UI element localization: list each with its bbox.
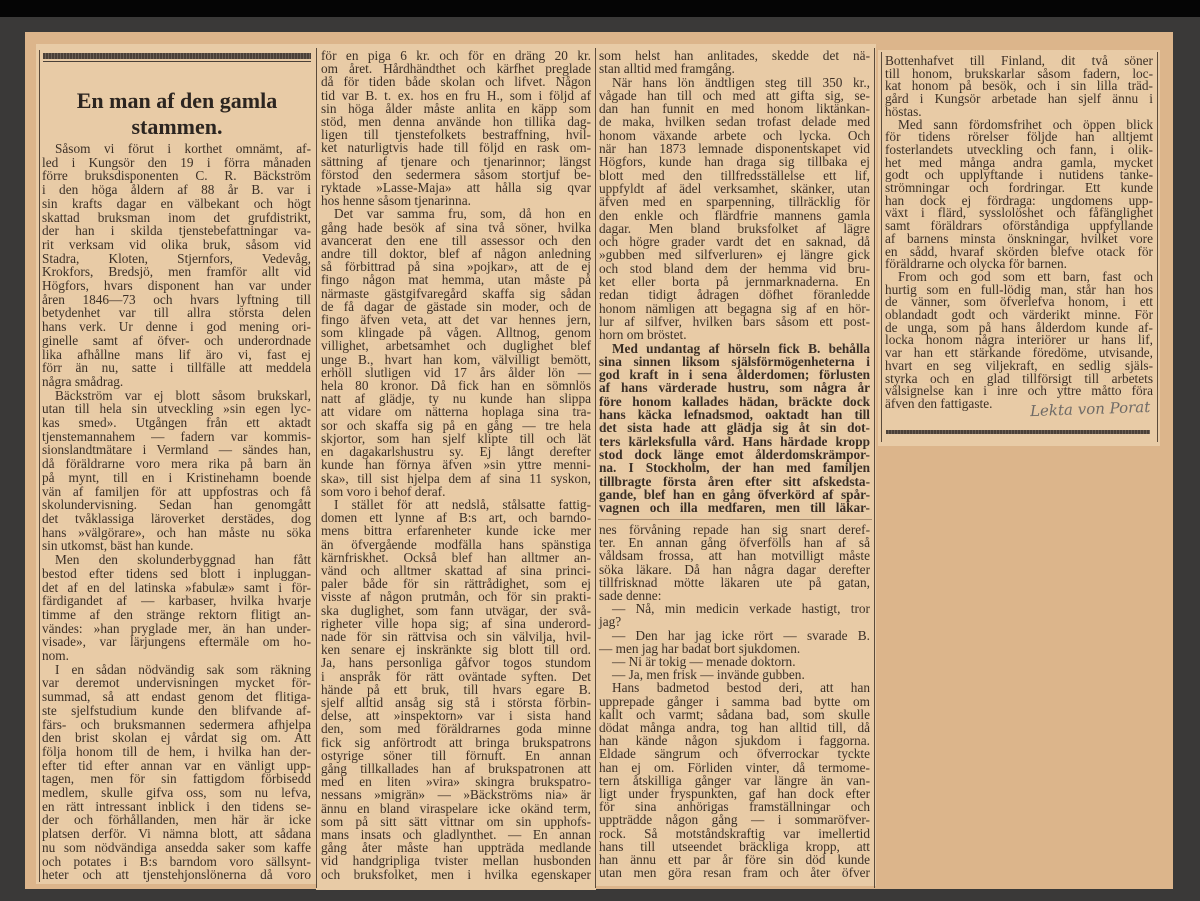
text-line: hos henne såsom tjenarinna.	[321, 193, 471, 209]
text-line: kunde han förnya äfven »sin yttre menni-	[321, 457, 591, 473]
text-line: locka honom några interiörer ur hans lif,	[885, 332, 1153, 348]
text-line: de unga, som på hans ålderdom kunde af-	[885, 319, 1153, 335]
text-line: fosterlandets utveckling och fann, i olik-	[885, 141, 1153, 157]
text-line: nade för sin rättvisa och sin välvilja, hvil-	[321, 628, 591, 644]
paragraph	[42, 389, 311, 553]
text-line: visade», var lärjungens eftermäle om ho-	[42, 634, 311, 650]
paragraph	[42, 553, 311, 663]
text-line: våldsam frossa, att han motvilligt måste	[599, 548, 870, 564]
text-line: blott med den tillfredsställelse ett lif,	[599, 167, 870, 183]
text-line: af barnens minsta önskningar, hvilket vore	[885, 230, 1153, 246]
text-line: söka läkare. Då han några dagar derefter	[599, 561, 870, 577]
text-line: och högre grader vardt det en saknad, då	[599, 234, 870, 250]
article-column-4	[885, 55, 1153, 411]
text-line: hans till utseendet bräckliga kropp, att	[599, 838, 870, 854]
column-rule	[595, 48, 596, 888]
text-line: hans käcka lefnadsmod, oaktadt han till	[599, 407, 870, 423]
article-column-1	[42, 142, 311, 882]
text-line: för sina anhörigas framställningar och	[599, 799, 870, 815]
text-line: ter. En annan gång öfverfölls han af så	[599, 535, 870, 551]
text-line: honom växande arbete och lycka. Och	[599, 127, 870, 143]
text-line: uppfyldt af ädel verksamhet, skänker, utan	[599, 180, 870, 196]
text-line: — Ja, men frisk — invände gubben.	[612, 667, 805, 683]
text-line: ginelle samt af öfver- och underordnade	[42, 332, 311, 348]
text-line: der han i skilda tjenstebefattningar va-	[42, 223, 311, 239]
text-line: vagnen och illa medfaren, men till läkar-	[599, 500, 870, 516]
text-line: de maka, hvilken sedan trofast delade med	[599, 114, 870, 130]
text-line: hurtig som en full-lödig man, står han hos	[885, 281, 1153, 297]
text-line: var han ett stärkande föredöme, utvisande,	[885, 345, 1153, 361]
text-line: vänd och alltmer skattad af sina princi-	[321, 562, 591, 578]
text-line: sor och skaffa sig på en gång — tre hela	[321, 417, 591, 433]
text-line: på mynt, till en i Kristinehamn boende	[42, 469, 311, 485]
text-line: From och god som ett barn, fast och	[898, 268, 1153, 284]
paragraph	[599, 602, 870, 628]
text-line: samt föräldrars oförståndiga uppfyllande	[885, 218, 1153, 234]
text-line: Med sann fördomsfrihet och öppen blick	[898, 116, 1153, 132]
text-line: delse, att »inspektorn» var i sista hand	[321, 708, 591, 724]
text-line: upprepade gånger i samma bad bytte om	[599, 693, 870, 709]
text-line: gande, blef han en gång öfverkörd af spår-	[599, 486, 870, 502]
text-line: då föräldrarne voro mera rika på barn än	[42, 456, 311, 472]
text-line: lika afhållne mans lif äro vi, fast ej	[42, 346, 311, 362]
handwritten-signature: Lekta von Porat	[1029, 397, 1151, 421]
text-line: växt i flärd, sysslolöshet och fåfänglighet	[885, 205, 1153, 221]
text-line: det tvåklassiga läroverket derstädes, dog	[42, 510, 311, 526]
text-line: I stället för att nedslå, stålsatte fattig-	[334, 496, 591, 512]
text-line: platsen derför. Vi nämna blott, att sådana	[42, 826, 311, 842]
text-line: vän af familjen för att uppfostras och få	[42, 483, 311, 499]
text-line: fingo någon mat hemma, utan måste på	[321, 272, 591, 288]
text-line: stod dock länge emot ålderdomskrämpor-	[599, 446, 870, 462]
text-line: natt af glädje, ty nu kunde han slippa	[321, 391, 591, 407]
text-line: följa honom till de hem, i hvilka han der-	[42, 743, 311, 759]
text-line: vändes: »han pryglade mer, än han under-	[42, 620, 311, 636]
text-line: horn om bröstet.	[599, 327, 687, 343]
text-line: var deremot undervisningen mycket för-	[42, 675, 311, 691]
text-line: tagen, men för sin fattigdom förbisedd	[42, 771, 311, 787]
text-line: kärnfriskhet. Också blef han alltmer an-	[321, 549, 591, 565]
text-line: »gubben med silfverluren» ej längre gick	[599, 247, 870, 263]
text-line: — Den har jag icke rört — svarade B.	[612, 627, 870, 643]
text-line: betydenhet var till allra största delen	[42, 305, 311, 321]
text-line: utan till hela sin utveckling »sin egen lyc-	[42, 401, 311, 417]
text-line: hans »välgörare», och han måste nu söka	[42, 524, 311, 540]
text-line: om året. Hårdhändthet och kärfhet preglade	[321, 61, 591, 77]
text-line: Stadra, Kloten, Stjernfors, Vedevåg,	[42, 250, 311, 266]
text-line: för tidens rörelser följde han alltjemt	[885, 129, 1153, 145]
text-line: nessans »migrän» — »Bäckströms nia» är	[321, 787, 591, 803]
text-line: han ej om. Förliden vinter, då termome-	[599, 759, 870, 775]
paragraph	[599, 342, 870, 515]
text-line: erhöll slutligen vid 17 års ålder lön —	[321, 364, 591, 380]
text-line: villighet, arbetsamhet och duglighet blef	[321, 338, 591, 354]
text-line: unge B., hvart han kom, välvilligt bemött,	[321, 351, 591, 367]
text-line: som helst han anlitades, skedde det nä-	[599, 48, 870, 63]
column-rule	[316, 48, 317, 888]
header-rule-thin	[43, 61, 311, 62]
text-line: ket eller borta på jernmarknaderna. En	[599, 274, 870, 290]
text-line: bestod efter tidens sed blott i inpluggan-	[42, 565, 311, 581]
text-line: skattad bruksman inom det grufdistrikt,	[42, 209, 311, 225]
text-line: gång hade besök af sina två söner, hvilka	[321, 219, 591, 235]
text-line: skolundervisning. Sedan han genomgått	[42, 497, 311, 513]
text-line: När hans lön ändtligen steg till 350 kr.,	[612, 74, 870, 90]
text-line: hände på ett bruk, till hvars egare B.	[321, 681, 591, 697]
paragraph	[885, 268, 1153, 411]
text-line: ste sjelfstudium kunde den blifvande af-	[42, 702, 311, 718]
scan-top-edge	[0, 0, 1200, 17]
text-line: dan han funnit en med honom liktänkan-	[599, 101, 870, 117]
text-line: de vänner, som öfverlefva honom, i ett	[885, 294, 1153, 310]
column-rule	[881, 52, 882, 442]
text-line: och stod bland dem der hemma vid bru-	[599, 260, 870, 276]
text-line: Bäckström var ej blott såsom brukskarl,	[55, 387, 311, 403]
text-line: tillbragte första åren efter sitt afskedsta-	[599, 473, 870, 489]
text-line: paler både för sin rättrådighet, som ej	[321, 576, 591, 592]
text-line: tillfrisknad mötte läkaren ute på gatan,	[599, 574, 870, 590]
paragraph	[321, 498, 591, 881]
text-line: — Ni är tokig — menade doktorn.	[612, 654, 796, 670]
paragraph	[885, 55, 1153, 119]
text-line: vågade han till och med att gifta sig, se-	[599, 87, 870, 103]
article-title	[42, 88, 312, 140]
column-rule	[874, 48, 875, 888]
text-line: äfven med en sparpenning, tillräcklig för	[599, 194, 870, 210]
text-line: Med undantag af hörseln fick B. behålla	[612, 340, 870, 356]
text-line: visste af någon prutmån, och för sin prakti-	[321, 589, 591, 605]
text-line: rit verksam vid olika bruk, såsom vid	[42, 236, 311, 252]
text-line: medlem, skulle gifva oss, som nu lefva,	[42, 785, 311, 801]
text-line: Hans badmetod bestod deri, att han	[612, 680, 870, 696]
text-line: timme af den stränge rektorn flitigt an-	[42, 606, 311, 622]
text-line: styrka och en glad tillförsigt till arbetets	[885, 370, 1153, 386]
paragraph	[599, 523, 870, 602]
text-line: jag?	[599, 614, 622, 630]
text-line: tid var B. t. ex. hos en fru H., som i följd af	[321, 87, 591, 103]
text-line: som voro i behof deraf.	[321, 483, 446, 499]
text-line: led i Kungsör den 19 i förra månaden	[42, 154, 311, 170]
text-line: righeter ville hopa sig; af sina underord-	[321, 615, 591, 631]
text-line: nu som nödvändiga ansedda saker som kaffe	[42, 839, 311, 855]
text-line: god kraft in i sena ålderdomen; förlusten	[599, 367, 870, 383]
text-line: till honom, brukskarlar såsom fadern, loc-	[885, 65, 1153, 81]
text-line: sjelf alltid ansåg sig stå i största förbin-	[321, 694, 591, 710]
text-line: strömningar och fordringar. Ett kunde	[885, 180, 1153, 196]
text-line: kat honom på besök, och i sin lilla träd-	[885, 78, 1153, 94]
text-line: att vidare om nätterna hoplaga sina tra-	[321, 404, 591, 420]
text-line: hela 80 kronor. Då fick han en sömnlös	[321, 378, 591, 394]
paragraph	[42, 142, 311, 389]
text-line: än öfvergående modfälla hans spänstiga	[321, 536, 591, 552]
paragraph	[321, 207, 591, 497]
text-line: skjortor, som han sjelf klipte till och lät	[321, 430, 591, 446]
text-line: Krokfors, Bredsjö, men framför allt vid	[42, 264, 311, 280]
text-line: tjenstemannahem — fadern var kommis-	[42, 428, 311, 444]
text-line: en rätt intressant inblick i den tidens se-	[42, 798, 311, 814]
text-line: som klingade på vågen. Alltnog, genom	[321, 325, 591, 341]
text-line: fingo äfven veta, att det var hennes jern,	[321, 312, 591, 328]
text-line: kallt och varmt; sådana bad, som skulle	[599, 706, 870, 722]
header-rule	[43, 53, 311, 59]
text-line: han ännu ett par år före sin död kunde	[599, 852, 870, 868]
text-line: åren 1846—73 och hvars lyftning till	[42, 291, 311, 307]
text-line: välsignelse kan i inre och yttre måtto föra	[885, 383, 1153, 399]
text-line: I en sådan nödvändig sak som räkning	[55, 661, 311, 677]
title-line: stammen.	[131, 114, 223, 139]
text-line: ligen till tjenstefolkets bestraffning, hvil-	[321, 127, 591, 143]
text-line: redan tidigt ådragen döfhet föranledde	[599, 287, 870, 303]
text-line: färs- och bruksmannen sedermera afhjelpa	[42, 716, 311, 732]
text-line: sin höga ålder måste anlita en käpp som	[321, 100, 591, 116]
text-line: förr än nu, satte i tillfälle att meddela	[42, 360, 311, 376]
text-line: — men jag har badat bort sjukdomen.	[599, 640, 801, 656]
text-line: då för tiden både skolan och lifvet. Någon	[321, 74, 591, 90]
text-line: föräldrarne och olycka för barnen.	[885, 256, 1068, 272]
text-line: och potates i B:s barndom voro sällsynt-	[42, 853, 311, 869]
text-line: het med många andra gamla, mycket	[885, 154, 1153, 170]
text-line: nom.	[42, 648, 69, 664]
text-line: närmaste gästgifvaregård skaffa sig sådan	[321, 285, 591, 301]
text-line: den brist skolan ej vårdat sig om. Att	[42, 730, 311, 746]
text-line: äfven den fattigaste.	[885, 395, 993, 411]
text-line: mans insats och gladlynthet. — En annan	[321, 826, 591, 842]
text-line: stan alltid med framgång.	[599, 61, 735, 77]
text-line: — Nå, min medicin verkade hastigt, tror	[612, 601, 870, 617]
column-rule	[39, 50, 40, 882]
article-column-3-upper	[599, 49, 870, 514]
text-line: mens bittra erfarenheter kunde icke mer	[321, 523, 591, 539]
footer-rule	[886, 430, 1150, 434]
text-line: gång tillkallades han af brukspatronen att	[321, 760, 591, 776]
paragraph	[599, 76, 870, 342]
text-line: andre till doktor, blef af någon anledning	[321, 246, 591, 262]
text-line: ket naturligtvis hade till följd en rask om-	[321, 140, 591, 156]
text-line: summad, så att endast genom det flitiga-	[42, 689, 311, 705]
text-line: na. I Stockholm, der han med familjen	[599, 460, 870, 476]
text-line: i anspråk för rätt oväntade syften. Det	[321, 668, 591, 684]
text-line: dödat många andra, tog han alltid till, då	[599, 720, 870, 736]
text-line: domen ett lynne af B:s art, och barndo-	[321, 510, 591, 526]
text-line: Högfors, kunde han draga sig tillbaka ej	[599, 154, 870, 170]
paragraph	[599, 49, 870, 76]
text-line: fick sig anförtrodt att bringa brukspatrons	[321, 734, 591, 750]
text-line: som på sitt sätt vittnar om sin upphofs-	[321, 813, 591, 829]
text-line: i den höga åldern af 88 år B. var i	[42, 182, 311, 198]
text-line: så förbittrad på sina »pojkar», att de ej	[321, 259, 591, 275]
paragraph	[321, 49, 591, 207]
text-line: heter och att tjenstehjonslönerna då voro	[42, 867, 311, 883]
paragraph	[599, 681, 870, 879]
text-line: han kände någon sjukdom i faggorna.	[599, 733, 870, 749]
text-line: sionslandtmätare i Vermland — sändes han,	[42, 442, 311, 458]
text-line: och bruksfolket, men i hvilka egenskaper	[321, 866, 591, 882]
text-line: förstod den sedermera såsom stortjuf be-	[321, 166, 591, 182]
text-line: vid handgripliga tvister mellan husbonden	[321, 853, 591, 869]
text-line: en sådd, hvaraf skörden blefve otack för	[885, 243, 1153, 259]
text-line: Högfors, hvars disponent han var under	[42, 278, 311, 294]
text-line: utan men göra resan fram och åter öfver	[599, 865, 870, 881]
text-line: ters kärleksfulla vård. Hans härdade kropp	[599, 433, 870, 449]
text-line: sin krafts dagar en välbekant och högt	[42, 195, 311, 211]
text-line: Eldade sängrum och öfverrockar tyckte	[599, 746, 870, 762]
text-line: Ja, hans personliga gåfvor togos stundom	[321, 655, 591, 671]
text-line: honom nämligen att begagna sig af en hör-	[599, 300, 870, 316]
text-line: de få dagar de gästade sin moder, och de	[321, 298, 591, 314]
text-line: efter tid efter annan var en vänligt upp-	[42, 757, 311, 773]
text-line: gång åter måste han uppträda medlande	[321, 840, 591, 856]
paragraph	[885, 116, 1153, 272]
text-line: Men den skolunderbyggnad han fått	[55, 552, 311, 568]
text-line: ännu en bland viraspelare icke okänd term,	[321, 800, 591, 816]
paragraph	[42, 663, 311, 882]
text-line: den, som med föräldrarnes goda minne	[321, 721, 591, 737]
text-line: kas smed». Utgången från ett aktadt	[42, 415, 311, 431]
text-line: höstas.	[885, 103, 922, 119]
text-line: sade denne:	[599, 588, 662, 604]
text-line: gård i Kungsör arbetade han sjelf ännu i	[885, 91, 1153, 107]
text-line: det sista hade att glädja sig åt sin dot-	[599, 420, 870, 436]
text-line: ken senare ej inskränkte sig blott till ord.	[321, 642, 591, 658]
text-line: några smådrag.	[42, 373, 124, 389]
text-line: ligt under fryspunkten, gaf han dock efter	[599, 786, 870, 802]
article-column-3-lower	[599, 523, 870, 879]
text-line: ostyrige söner till förnuft. En annan	[321, 747, 591, 763]
text-line: lur af silfver, hvilken bars såsom ett post-	[599, 313, 870, 329]
column-3-break-rule	[598, 519, 872, 520]
article-column-2	[321, 49, 591, 881]
text-line: godt och upplyftande i nutidens tanke-	[885, 167, 1153, 183]
text-line: den enkle och flärdfrie mannens gamla	[599, 207, 870, 223]
text-line: sina sinnen liksom själsförmögenheterna i	[599, 353, 870, 369]
text-line: nes förvåning repade han sig snart deref-	[599, 522, 870, 537]
text-line: Såsom vi förut i korthet omnämt, af-	[55, 141, 311, 156]
text-line: en dagakarlshustru sy. Ej långt derefter	[321, 444, 591, 460]
text-line: hans verk. Ur denne i god mening ori-	[42, 319, 311, 335]
text-line: ryktade »Lasse-Maja» att hålla sig qvar	[321, 180, 591, 196]
text-line: för en piga 6 kr. och för en dräng 20 kr.	[321, 48, 591, 63]
text-line: dagar. Men bland bruksfolket af lägre	[599, 220, 870, 236]
text-line: af hans värderade hustru, som några år	[599, 380, 870, 396]
title-line: En man af den gamla	[76, 88, 278, 113]
text-line: ska», till sist hjelpa dem af sina 11 syskon,	[321, 470, 591, 486]
text-line: han dock ej fördraga: ungdomens upp-	[885, 192, 1153, 208]
paragraph	[599, 629, 870, 655]
text-line: hvart en seg viljekraft, en sedlig själs-	[885, 357, 1153, 373]
text-line: när han 1873 lemnade disponentskapet vid	[599, 141, 870, 157]
text-line: avancerat den ene till assessor och den	[321, 232, 591, 248]
text-line: förre bruksdisponenten C. R. Bäckström	[42, 168, 311, 184]
text-line: sin utkomst, bäst han kunde.	[42, 538, 194, 554]
column-rule	[1157, 52, 1158, 442]
text-line: med en liten »vira» skingra brukspatro-	[321, 774, 591, 790]
text-line: tern åtskilliga gånger var längre än van-	[599, 772, 870, 788]
text-line: Bottenhafvet till Finland, dit två söner	[885, 53, 1153, 68]
text-line: rock. Så motståndskraftig var imellertid	[599, 825, 870, 841]
text-line: uppträdde någon gång — i sommaröfver-	[599, 812, 870, 828]
text-line: stöd, men denna använde hon tillika dag-	[321, 114, 591, 130]
text-line: före honom kallades hädan, bräckte dock	[599, 393, 870, 409]
text-line: ska duglighet, som fann utvägar, der svå-	[321, 602, 591, 618]
text-line: det af en del latinska »fabulæ» samt i för-	[42, 579, 311, 595]
text-line: oblandadt godt och värderikt minne. För	[885, 307, 1153, 323]
text-line: Det var samma fru, som, då hon en	[334, 206, 591, 222]
text-line: sättning af tjenare och tjenarinnor; längst	[321, 153, 591, 169]
text-line: der och förhållanden, men här är icke	[42, 812, 311, 828]
text-line: färdigandet af — karbaser, hvilka hvarje	[42, 593, 311, 609]
